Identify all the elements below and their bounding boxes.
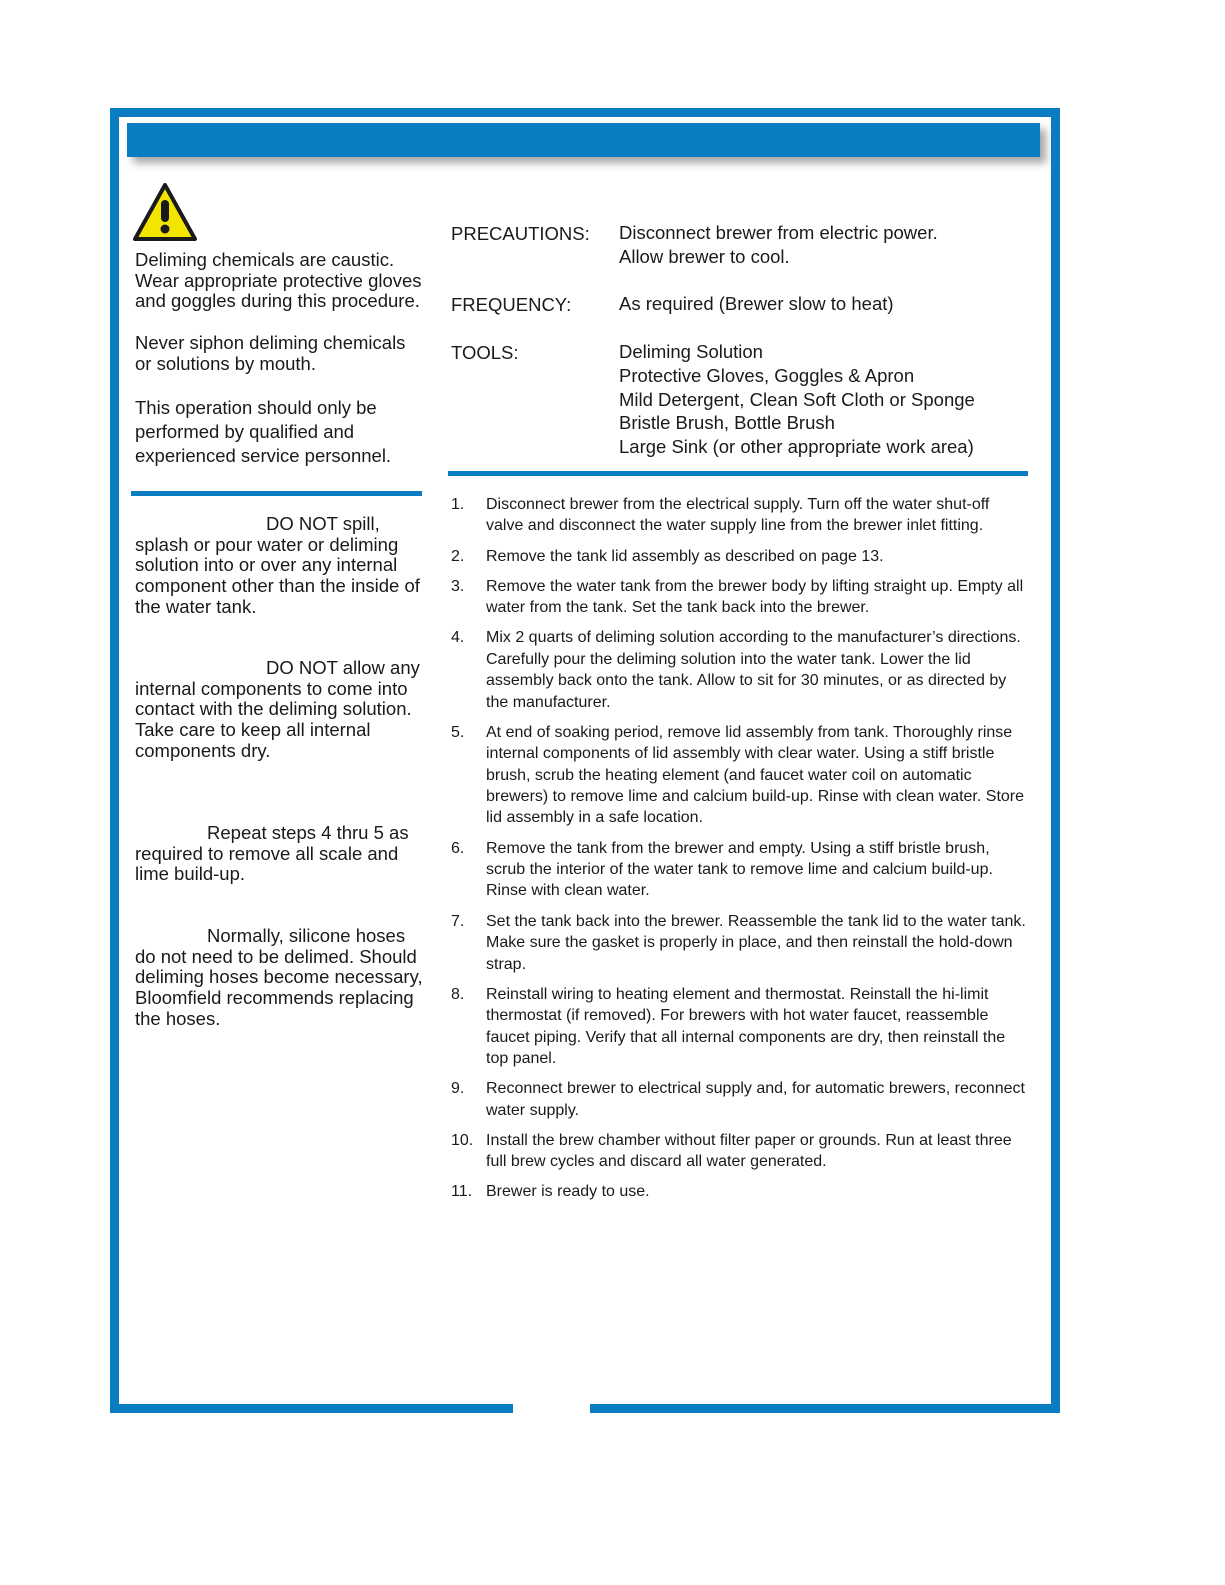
page-frame-right	[1051, 108, 1060, 1413]
step-text: Reinstall wiring to heating element and thermostat. Reinstall the hi-limit thermostat (if removed). For brewers with hot water faucet, reassemble faucet piping. Verify that all internal components are dry, then reinstall the top panel.	[486, 985, 1006, 1067]
procedure-step	[451, 984, 1026, 1070]
note-hoses: Normally, silicone hoses do not need to be delimed. Should deliming hoses become necessary, Bloomfield recommends replacing the hoses.	[135, 925, 423, 1029]
page-frame-top	[110, 108, 1060, 117]
procedure-step	[451, 838, 1026, 902]
procedure-step	[451, 722, 1026, 829]
tool-item: Mild Detergent, Clean Soft Cloth or Sponge	[619, 388, 975, 410]
page-frame-left	[110, 108, 119, 1413]
step-text: Brewer is ready to use.	[486, 1183, 650, 1201]
step-number: 8.	[451, 985, 465, 1003]
step-text: Mix 2 quarts of deliming solution according to the manufacturer’s directions. Carefully pour the deliming solution into the water tank. Lower the lid assembly back onto the tank. Allow to sit for 30 minutes, or as directed by the manufacturer.	[486, 629, 1021, 711]
note-contact: DO NOT allow any internal components to come into contact with the deliming solution. Take care to keep all internal components dry.	[135, 657, 420, 761]
step-text: Remove the water tank from the brewer body by lifting straight up. Empty all water from the tank. Set the tank back into the brewer.	[486, 577, 1024, 617]
procedure-step	[451, 911, 1026, 975]
tool-item: Bristle Brush, Bottle Brush	[619, 412, 835, 434]
section-header-bar	[127, 123, 1040, 157]
precaution-item: Allow brewer to cool.	[619, 245, 790, 267]
step-number: 3.	[451, 577, 465, 595]
step-number: 4.	[451, 629, 465, 647]
warning-qualified-text: This operation should only be performed by qualified and experienced service personnel.	[135, 397, 392, 466]
frequency-value: As required (Brewer slow to heat)	[619, 293, 894, 314]
procedure-step	[451, 1078, 1026, 1121]
step-text: Install the brew chamber without filter paper or grounds. Run at least three full brew cycles and discard all water generated.	[486, 1131, 1012, 1171]
procedure-step	[451, 1181, 1026, 1202]
step-text: Reconnect brewer to electrical supply and, for automatic brewers, reconnect water supply.	[486, 1080, 1025, 1119]
step-text: Remove the tank lid assembly as described on page 13.	[486, 547, 884, 565]
procedure-step	[451, 546, 1026, 567]
page-frame-bottom-left	[110, 1404, 513, 1413]
frequency-label: FREQUENCY:	[451, 294, 572, 315]
tool-item: Deliming Solution	[619, 341, 763, 362]
precaution-item: Disconnect brewer from electric power.	[619, 222, 938, 243]
tools-list	[619, 340, 975, 459]
step-text: At end of soaking period, remove lid assembly from tank. Thoroughly rinse internal components of lid assembly with clear water. Using a stiff bristle brush, scrub the heating element (and faucet water coil on automatic brewers) to remove lime and calcium build-up. Rinse with clean water. Store lid assembly in a safe location.	[486, 723, 1025, 827]
step-text: Remove the tank from the brewer and empty. Using a stiff bristle brush, scrub the interior of the water tank to remove lime and calcium build-up. Rinse with clean water.	[486, 839, 993, 900]
step-number: 10.	[451, 1131, 474, 1149]
page-frame-bottom-right	[590, 1404, 1060, 1413]
warning-triangle-icon	[132, 182, 198, 242]
procedure-steps	[451, 494, 1026, 1212]
step-number: 9.	[451, 1080, 465, 1098]
content-divider	[448, 471, 1028, 476]
procedure-step	[451, 576, 1026, 619]
step-text: Disconnect brewer from the electrical supply. Turn off the water shut-off valve and disconnect the water supply line from the brewer inlet fitting.	[486, 496, 990, 535]
step-text: Set the tank back into the brewer. Reassemble the tank lid to the water tank. Make sure the gasket is properly in place, and then reinstall the hold-down strap.	[486, 912, 1026, 973]
sidebar-divider	[131, 491, 422, 496]
step-number: 7.	[451, 912, 465, 930]
note-spill: DO NOT spill, splash or pour water or deliming solution into or over any internal component other than the inside of the water tank.	[135, 513, 420, 617]
step-number: 6.	[451, 839, 465, 857]
procedure-step	[451, 627, 1026, 713]
step-number: 11.	[451, 1183, 473, 1201]
tool-item: Large Sink (or other appropriate work area)	[619, 436, 974, 458]
tool-item: Protective Gloves, Goggles & Apron	[619, 364, 915, 386]
procedure-step	[451, 494, 1026, 537]
step-number: 1.	[451, 496, 465, 513]
tools-label: TOOLS:	[451, 342, 519, 363]
warning-siphon-text: Never siphon deliming chemicals or solutions by mouth.	[135, 332, 406, 374]
step-number: 5.	[451, 723, 465, 741]
warning-caustic-text: Deliming chemicals are caustic. Wear appropriate protective gloves and goggles during this procedure.	[135, 249, 422, 312]
step-number: 2.	[451, 547, 465, 565]
procedure-step	[451, 1130, 1026, 1173]
precautions-label: PRECAUTIONS:	[451, 223, 590, 244]
note-repeat: Repeat steps 4 thru 5 as required to remove all scale and lime build-up.	[135, 822, 409, 885]
precautions-list	[619, 221, 938, 269]
